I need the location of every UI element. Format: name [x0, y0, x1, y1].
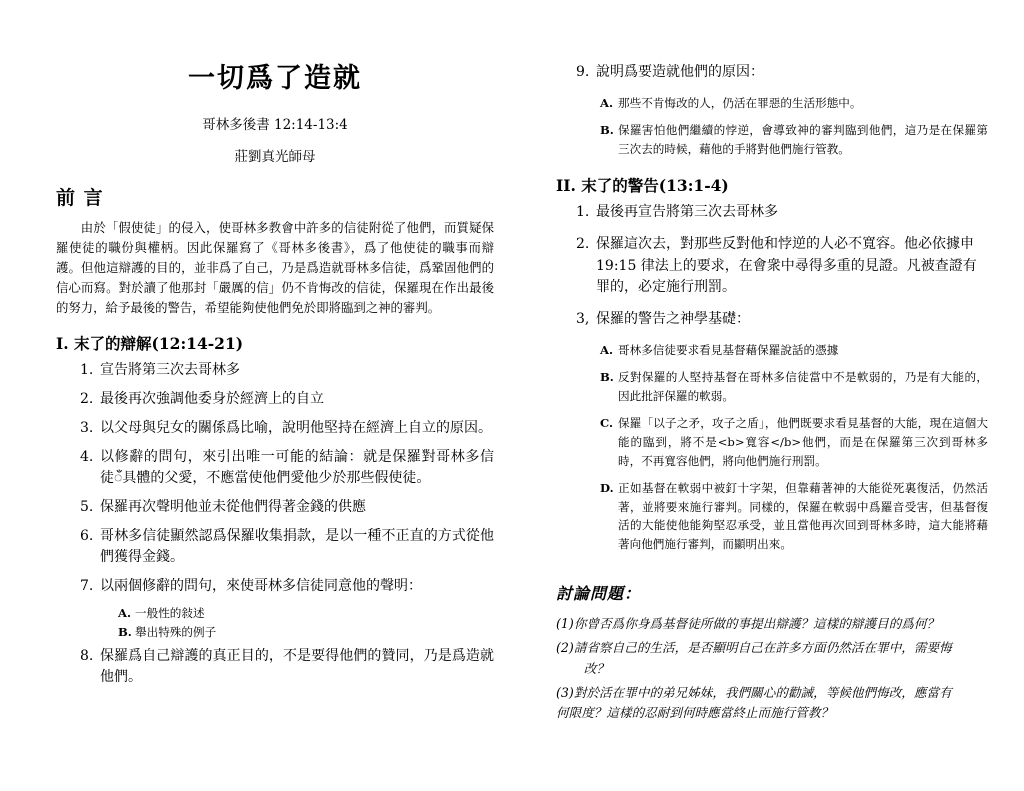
- list-text: 哥林多信徒顯然認爲保羅收集捐款，是以一種不正直的方式從他們獲得金錢。: [100, 528, 494, 566]
- sub-list-marker: B.: [118, 625, 132, 640]
- section-one-heading: I. 末了的辯解(12:14-21): [56, 334, 244, 354]
- list-text: 保羅再次聲明他並未從他們得著金錢的供應: [100, 499, 366, 516]
- sub-list-text: 那些不肯悔改的人，仍活在罪惡的生活形態中。: [618, 95, 862, 110]
- sub-list-text: 保羅害怕他們繼續的悖逆，會導致神的審判臨到他們，這乃是在保羅第三次去的時候，藉他的手將對他們施行管教。: [618, 123, 988, 156]
- sub-list-marker: B.: [600, 123, 614, 138]
- discussion-marker: (3): [556, 684, 574, 700]
- list-marker: 3.: [80, 420, 94, 437]
- sub-list-text: 舉出特殊的例子: [135, 625, 217, 640]
- scripture-reference: 哥林多後書 12:14-13:4: [202, 117, 348, 133]
- list-item: [556, 62, 988, 84]
- sub-list-item: [56, 624, 494, 642]
- list-item: [556, 309, 988, 331]
- list-text: 以父母與兒女的關係爲比喻，說明他堅持在經濟上自立的原因。: [100, 420, 492, 437]
- author-line: 莊劉真光師母: [234, 149, 316, 165]
- sub-list-item: [556, 414, 988, 470]
- list-marker: 3,: [576, 311, 590, 328]
- discussion-text: 你曾否爲你身爲基督徒所做的事提出辯護？這樣的辯護目的爲何？: [573, 616, 940, 632]
- sub-list-text: 反對保羅的人堅持基督在哥林多信徒當中不是軟弱的，乃是有大能的，因此批評保羅的軟弱。: [618, 370, 988, 403]
- sub-list-marker: C.: [600, 416, 614, 431]
- sub-list-text: 哥林多信徒要求看見基督藉保羅說話的憑據: [618, 342, 839, 357]
- discussion-marker: (2): [556, 640, 574, 656]
- list-item: [56, 389, 494, 410]
- list-item: [56, 447, 494, 489]
- page-title: 一切爲了造就: [188, 63, 362, 94]
- list-text: 保羅爲自己辯護的真正目的，不是要得他們的贊同，乃是爲造就他們。: [100, 648, 494, 686]
- list-item: [56, 646, 494, 688]
- list-marker: 2.: [80, 391, 94, 408]
- list-text: 保羅這次去，對那些反對他和悖逆的人必不寬容。他必依據申 19:15 律法上的要求，在會衆中尋得多重的見證。凡被查證有罪的，必定施行刑罰。: [596, 236, 977, 296]
- list-marker: 9.: [576, 64, 590, 80]
- list-marker: 1.: [80, 362, 94, 379]
- list-item: [56, 576, 494, 597]
- list-item: [56, 497, 494, 518]
- continued-item-block: [556, 62, 988, 158]
- sub-list-text: 保羅「以子之矛，攻子之盾」，他們既要求看見基督的大能，現在這個大能的臨到，將不是<b>寬容</b>他們，而是在保羅第三次到哥林多時，不再寬容他們，將向他們施行刑罰。: [618, 416, 988, 468]
- list-marker: 5.: [80, 499, 94, 516]
- sub-list-marker: D.: [600, 481, 614, 496]
- sub-list-text: 正如基督在軟弱中被釘十字架，但靠藉著神的大能從死裏復活，仍然活著，並將要來施行審判。同樣的，保羅在軟弱中爲羅音受害，但基督復活的大能使他能夠堅忍承受，並且當他再次回到哥林多時，這大能將藉著向他們施行審判，而顯明出來。: [618, 481, 988, 551]
- list-text: 以修辭的問句，來引出唯一可能的結論：就是保羅對哥林多信徒ँ具體的父愛，不應當使他們愛他少於那些假使徒。: [100, 449, 494, 487]
- list-text: 說明爲要造就他們的原因：: [596, 64, 764, 80]
- sub-list-item: [56, 605, 494, 623]
- list-text: 最後再宣告將第三次去哥林多: [596, 204, 778, 221]
- sub-list-marker: A.: [118, 606, 132, 621]
- discussion-text: 對於活在罪中的弟兄姊妹，我們關心的勸誡，等候他們悔改，應當有: [573, 684, 952, 700]
- section-two-heading: II. 末了的警告(13:1-4): [556, 176, 729, 196]
- sub-list-item: [556, 368, 988, 405]
- list-text: 以兩個修辭的問句，來使哥林多信徒同意他的聲明：: [100, 578, 422, 595]
- discussion-question: [556, 638, 988, 678]
- discussion-question: [556, 683, 988, 723]
- preface-paragraph: 由於「假使徒」的侵入，使哥林多教會中許多的信徒附從了他們，而質疑保羅使徒的職份與權柄。因此保羅寫了《哥林多後書》，爲了他使徒的職事而辯護。但他這辯護的目的，並非爲了自己，乃是爲造就哥林多信徒，爲鞏固他們的信心而寫。對於讀了他那封「嚴厲的信」仍不肯悔改的信徒，保羅現在作出最後的努力，給予最後的警告，希望能夠使他們免於即將臨到之神的審判。: [56, 220, 494, 316]
- sub-list-item: [556, 479, 988, 553]
- discussion-text-cont: 改？: [583, 660, 609, 676]
- discussion-marker: (1): [556, 616, 574, 632]
- right-column: [528, 40, 988, 771]
- list-marker: 6.: [80, 528, 94, 545]
- list-item: [56, 418, 494, 439]
- sub-list-item: [556, 121, 988, 158]
- list-marker: 4.: [80, 449, 94, 466]
- list-item: [56, 526, 494, 568]
- list-item: [556, 202, 988, 224]
- list-marker: 1.: [576, 204, 590, 221]
- discussion-question: [556, 614, 988, 634]
- list-item: [556, 234, 988, 299]
- discussion-text: 請省察自己的生活，是否顯明自己在許多方面仍然活在罪中，需要悔: [573, 640, 952, 656]
- list-marker: 8.: [80, 648, 94, 665]
- sub-list-item: [556, 94, 988, 113]
- list-text: 保羅的警告之神學基礎：: [596, 311, 750, 328]
- list-item: [56, 360, 494, 381]
- sub-list-marker: A.: [600, 95, 614, 110]
- sub-list-item: [556, 341, 988, 360]
- preface-heading: 前 言: [56, 187, 104, 209]
- list-text: 最後再次強調他委身於經濟上的自立: [100, 391, 324, 408]
- sub-list-text: 一般性的敍述: [135, 606, 205, 621]
- list-marker: 7.: [80, 578, 94, 595]
- list-marker: 2.: [576, 236, 590, 253]
- discussion-heading: 討論問題：: [556, 584, 642, 604]
- list-text: 宣告將第三次去哥林多: [100, 362, 240, 379]
- sub-list-marker: B.: [600, 370, 614, 385]
- left-column: [34, 40, 494, 771]
- sub-list-marker: A.: [600, 342, 614, 357]
- discussion-text-cont: 何限度？這樣的忍耐到何時應當終止而施行管教？: [556, 704, 834, 720]
